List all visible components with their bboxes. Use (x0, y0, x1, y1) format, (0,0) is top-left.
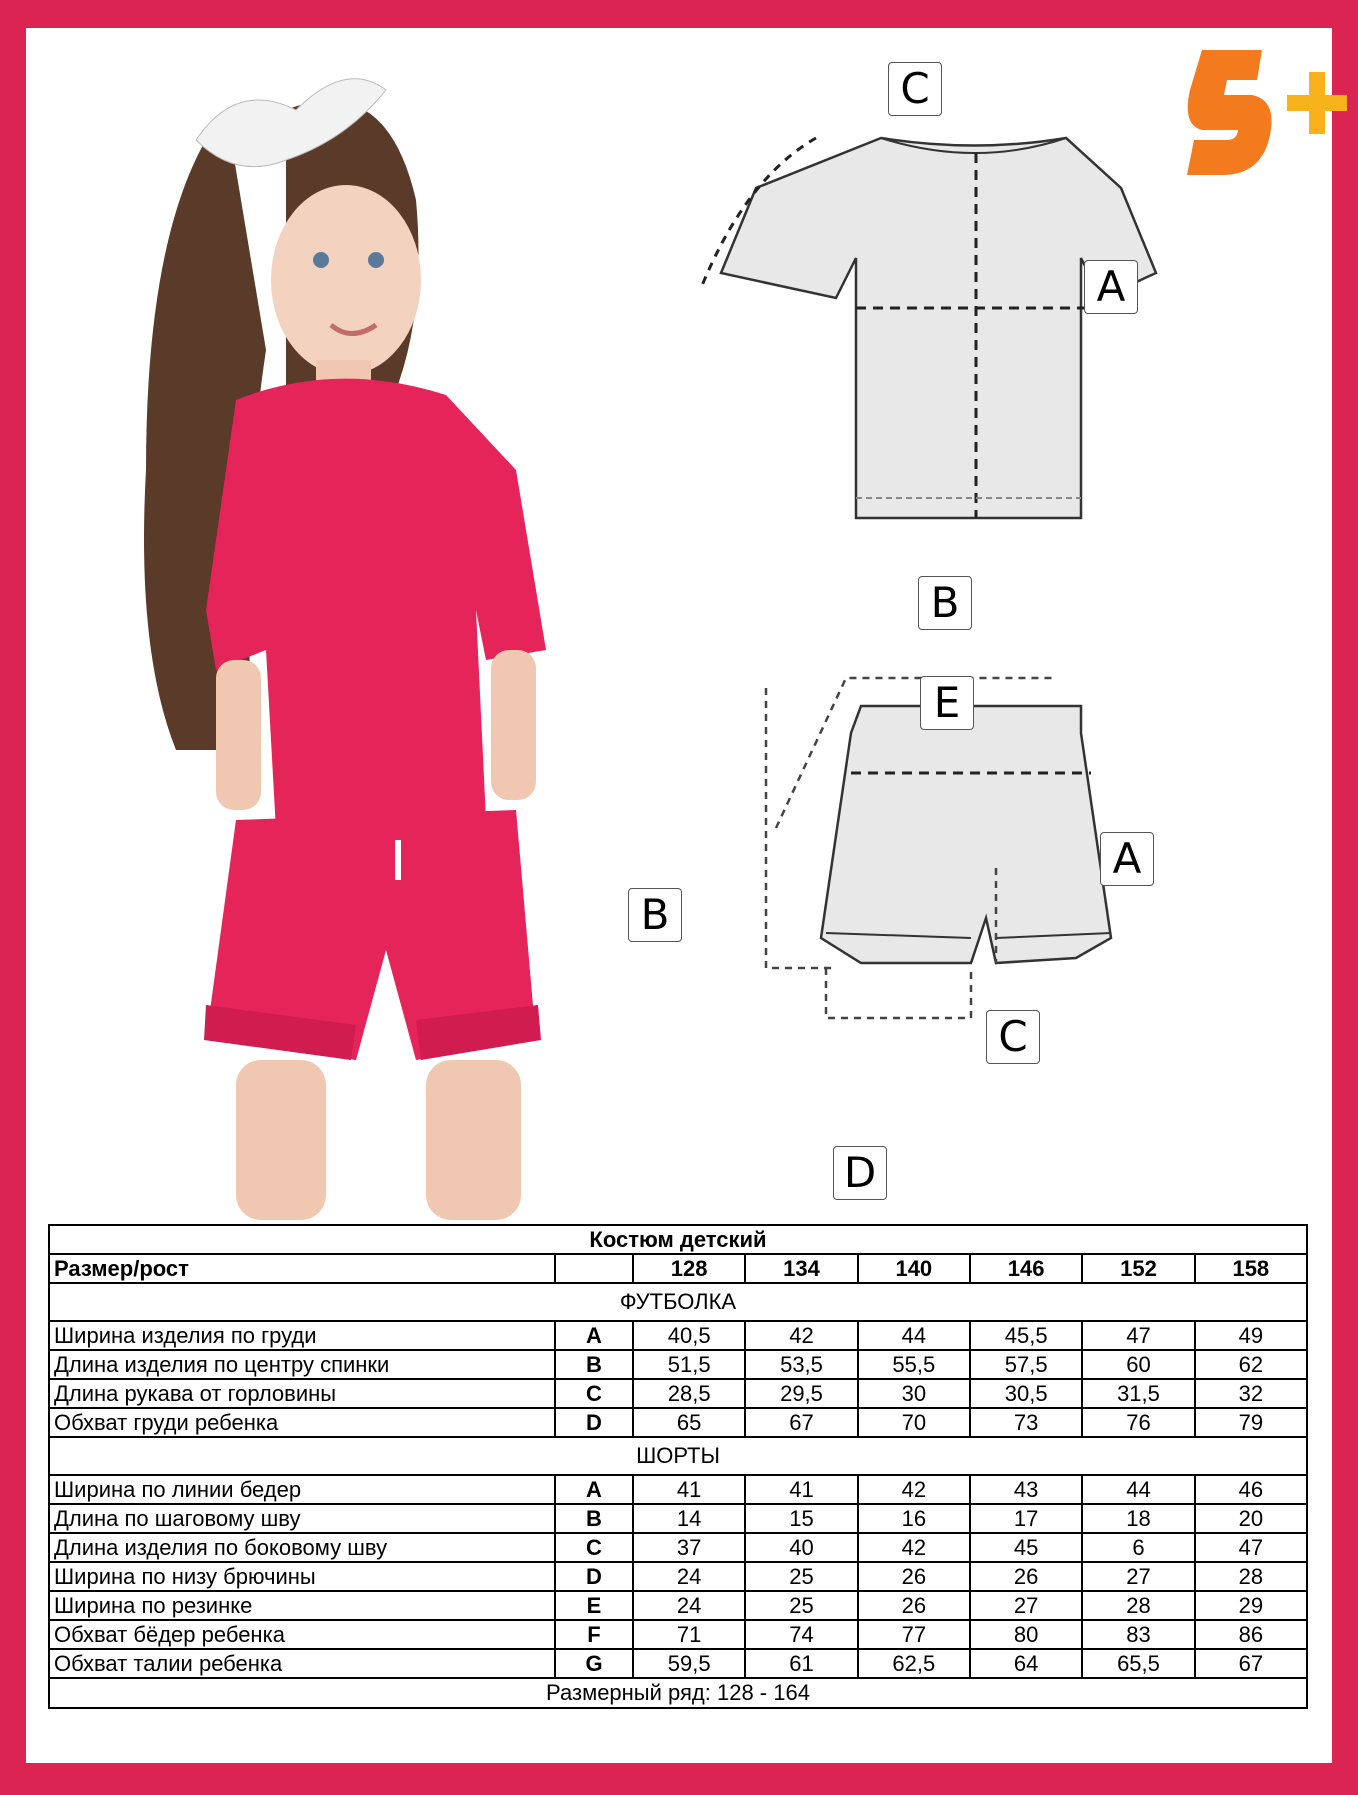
shorts-label-waist: E (920, 676, 974, 730)
measure-value: 51,5 (633, 1350, 745, 1379)
measure-value: 70 (858, 1408, 970, 1437)
measure-value: 46 (1195, 1475, 1307, 1504)
measure-value: 80 (970, 1620, 1082, 1649)
measure-value: 83 (1082, 1620, 1194, 1649)
measure-value: 26 (858, 1591, 970, 1620)
measure-value: 42 (745, 1321, 857, 1350)
measure-value: 62 (1195, 1350, 1307, 1379)
measure-value: 43 (970, 1475, 1082, 1504)
code-header (555, 1254, 633, 1283)
size-header: 158 (1195, 1254, 1307, 1283)
section-header: ШОРТЫ (49, 1437, 1307, 1475)
measure-code: D (555, 1562, 633, 1591)
measure-code: A (555, 1321, 633, 1350)
measure-code: C (555, 1379, 633, 1408)
measure-value: 86 (1195, 1620, 1307, 1649)
measure-value: 53,5 (745, 1350, 857, 1379)
measure-value: 65,5 (1082, 1649, 1194, 1678)
measure-label: Ширина по резинке (49, 1591, 555, 1620)
measure-label: Длина по шаговому шву (49, 1504, 555, 1533)
size-header-label: Размер/рост (49, 1254, 555, 1283)
measure-value: 26 (970, 1562, 1082, 1591)
measure-value: 47 (1195, 1533, 1307, 1562)
table-row (49, 1408, 1307, 1437)
measure-value: 30 (858, 1379, 970, 1408)
measure-code: B (555, 1504, 633, 1533)
measure-value: 29 (1195, 1591, 1307, 1620)
measure-code: A (555, 1475, 633, 1504)
measure-value: 64 (970, 1649, 1082, 1678)
measure-value: 24 (633, 1562, 745, 1591)
measure-label: Ширина по низу брючины (49, 1562, 555, 1591)
size-table (48, 1224, 1308, 1709)
measure-value: 49 (1195, 1321, 1307, 1350)
table-row (49, 1504, 1307, 1533)
measure-value: 28 (1082, 1591, 1194, 1620)
measure-code: G (555, 1649, 633, 1678)
size-header: 146 (970, 1254, 1082, 1283)
tshirt-label-length: B (918, 576, 972, 630)
measure-value: 41 (633, 1475, 745, 1504)
measure-value: 27 (1082, 1562, 1194, 1591)
measure-value: 42 (858, 1533, 970, 1562)
measure-value: 42 (858, 1475, 970, 1504)
measure-value: 6 (1082, 1533, 1194, 1562)
measure-value: 20 (1195, 1504, 1307, 1533)
table-row (49, 1591, 1307, 1620)
measure-code: B (555, 1350, 633, 1379)
measure-code: D (555, 1408, 633, 1437)
model-photo (86, 50, 606, 1220)
measure-value: 40 (745, 1533, 857, 1562)
measure-value: 28,5 (633, 1379, 745, 1408)
measure-value: 60 (1082, 1350, 1194, 1379)
shorts-label-hips: A (1100, 832, 1154, 886)
tshirt-label-chest: A (1084, 260, 1138, 314)
measure-label: Длина изделия по боковому шву (49, 1533, 555, 1562)
measure-value: 41 (745, 1475, 857, 1504)
measure-code: C (555, 1533, 633, 1562)
measure-label: Обхват талии ребенка (49, 1649, 555, 1678)
measure-value: 25 (745, 1591, 857, 1620)
measure-value: 57,5 (970, 1350, 1082, 1379)
size-header: 134 (745, 1254, 857, 1283)
measure-value: 67 (1195, 1649, 1307, 1678)
table-row (49, 1533, 1307, 1562)
table-row (49, 1475, 1307, 1504)
garment-diagrams (666, 58, 1226, 1238)
tshirt-label-sleeve: C (888, 62, 942, 116)
measure-value: 62,5 (858, 1649, 970, 1678)
measure-value: 27 (970, 1591, 1082, 1620)
measure-value: 44 (858, 1321, 970, 1350)
measure-value: 74 (745, 1620, 857, 1649)
size-range-footer: Размерный ряд: 128 - 164 (49, 1678, 1307, 1708)
measure-value: 76 (1082, 1408, 1194, 1437)
table-row (49, 1321, 1307, 1350)
measure-value: 31,5 (1082, 1379, 1194, 1408)
table-row (49, 1649, 1307, 1678)
measure-value: 30,5 (970, 1379, 1082, 1408)
table-row (49, 1562, 1307, 1591)
section-header: ФУТБОЛКА (49, 1283, 1307, 1321)
measure-value: 77 (858, 1620, 970, 1649)
measure-value: 24 (633, 1591, 745, 1620)
shorts-label-hem: D (833, 1146, 887, 1200)
measure-code: F (555, 1620, 633, 1649)
measure-label: Обхват бёдер ребенка (49, 1620, 555, 1649)
measure-value: 32 (1195, 1379, 1307, 1408)
table-row (49, 1620, 1307, 1649)
size-header: 128 (633, 1254, 745, 1283)
measure-value: 65 (633, 1408, 745, 1437)
table-title: Костюм детский (49, 1225, 1307, 1254)
shorts-label-inseam: B (628, 888, 682, 942)
measure-value: 73 (970, 1408, 1082, 1437)
table-row (49, 1379, 1307, 1408)
tshirt-diagram-icon (701, 138, 1156, 518)
table-row (49, 1350, 1307, 1379)
measure-value: 61 (745, 1649, 857, 1678)
measure-value: 45,5 (970, 1321, 1082, 1350)
measure-value: 45 (970, 1533, 1082, 1562)
measure-label: Ширина изделия по груди (49, 1321, 555, 1350)
measure-value: 16 (858, 1504, 970, 1533)
measure-value: 67 (745, 1408, 857, 1437)
measure-value: 28 (1195, 1562, 1307, 1591)
measure-value: 59,5 (633, 1649, 745, 1678)
measure-label: Обхват груди ребенка (49, 1408, 555, 1437)
measure-label: Длина изделия по центру спинки (49, 1350, 555, 1379)
size-header: 152 (1082, 1254, 1194, 1283)
measure-value: 29,5 (745, 1379, 857, 1408)
measure-value: 14 (633, 1504, 745, 1533)
measure-label: Ширина по линии бедер (49, 1475, 555, 1504)
size-header: 140 (858, 1254, 970, 1283)
measure-value: 71 (633, 1620, 745, 1649)
measure-label: Длина рукава от горловины (49, 1379, 555, 1408)
measure-value: 18 (1082, 1504, 1194, 1533)
measure-value: 15 (745, 1504, 857, 1533)
measure-value: 79 (1195, 1408, 1307, 1437)
measure-value: 25 (745, 1562, 857, 1591)
measure-value: 47 (1082, 1321, 1194, 1350)
measure-value: 37 (633, 1533, 745, 1562)
shorts-label-side: C (986, 1010, 1040, 1064)
measure-value: 26 (858, 1562, 970, 1591)
measure-value: 55,5 (858, 1350, 970, 1379)
measure-code: E (555, 1591, 633, 1620)
measure-value: 17 (970, 1504, 1082, 1533)
measure-value: 44 (1082, 1475, 1194, 1504)
measure-value: 40,5 (633, 1321, 745, 1350)
